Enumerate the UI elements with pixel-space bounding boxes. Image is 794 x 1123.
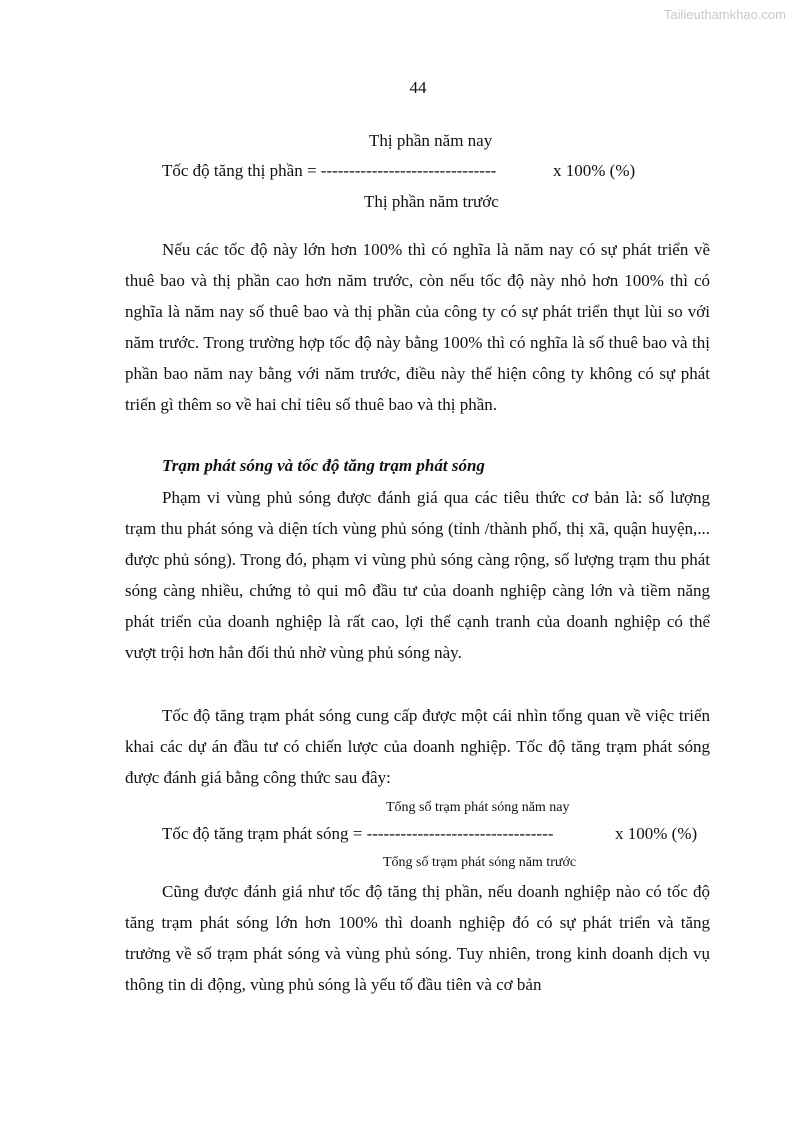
formula-rhs: x 100% (%) [553, 161, 636, 180]
formula-lhs: Tốc độ tăng trạm phát sóng = --------------------------------- [162, 824, 554, 843]
formula-denominator: Thị phần năm trước [364, 192, 499, 211]
paragraph: Tốc độ tăng trạm phát sóng cung cấp được một cái nhìn tổng quan về việc triển khai các dự án đầu tư có chiến lược của doanh nghiệp. Tốc độ tăng trạm phát sóng được đánh giá bằng công thức sau đây: [125, 706, 710, 788]
formula-numerator: Tổng số trạm phát sóng năm nay [386, 800, 570, 815]
formula-numerator: Thị phần năm nay [369, 131, 493, 150]
watermark: Tailieuthamkhao.com [663, 7, 786, 22]
paragraph: Phạm vi vùng phủ sóng được đánh giá qua các tiêu thức cơ bản là: số lượng trạm thu phát sóng và diện tích vùng phủ sóng (tỉnh /thành phố, thị xã, quận huyện,... được phủ sóng). Trong đó, phạm vi vùng phủ sóng càng rộng, số lượng trạm thu phát sóng càng nhiều, chứng tỏ qui mô đầu tư của doanh nghiệp càng lớn và tiềm năng phát triển của doanh nghiệp là rất cao, lợi thế cạnh tranh của doanh nghiệp có thể vượt trội hơn hẳn đối thủ nhờ vùng phủ sóng này. [125, 488, 710, 663]
paragraph: Cũng được đánh giá như tốc độ tăng thị phần, nếu doanh nghiệp nào có tốc độ tăng trạm phát sóng lớn hơn 100% thì doanh nghiệp đó có sự phát triển và tăng trưởng về số trạm phát sóng và vùng phủ sóng. Tuy nhiên, trong kinh doanh dịch vụ thông tin di động, vùng phủ sóng là yếu tố đầu tiên và cơ bản [125, 882, 710, 995]
paragraph: Nếu các tốc độ này lớn hơn 100% thì có nghĩa là năm nay có sự phát triển về thuê bao và thị phần cao hơn năm trước, còn nếu tốc độ này nhỏ hơn 100% thì có nghĩa là năm nay số thuê bao và thị phần của công ty có sự phát triển thụt lùi so với năm trước. Trong trường hợp tốc độ này bằng 100% thì có nghĩa là số thuê bao và thị phần bao năm nay bằng với năm trước, điều này thể hiện công ty không có sự phát triển gì thêm so về hai chỉ tiêu số thuê bao và thị phần. [125, 240, 710, 415]
formula-denominator: Tổng số trạm phát sóng năm trước [383, 855, 577, 870]
page-number: 44 [409, 78, 427, 97]
section-heading: Trạm phát sóng và tốc độ tăng trạm phát sóng [162, 456, 485, 475]
formula-rhs: x 100% (%) [615, 824, 698, 843]
formula-lhs: Tốc độ tăng thị phần = ------------------------------- [162, 161, 497, 180]
